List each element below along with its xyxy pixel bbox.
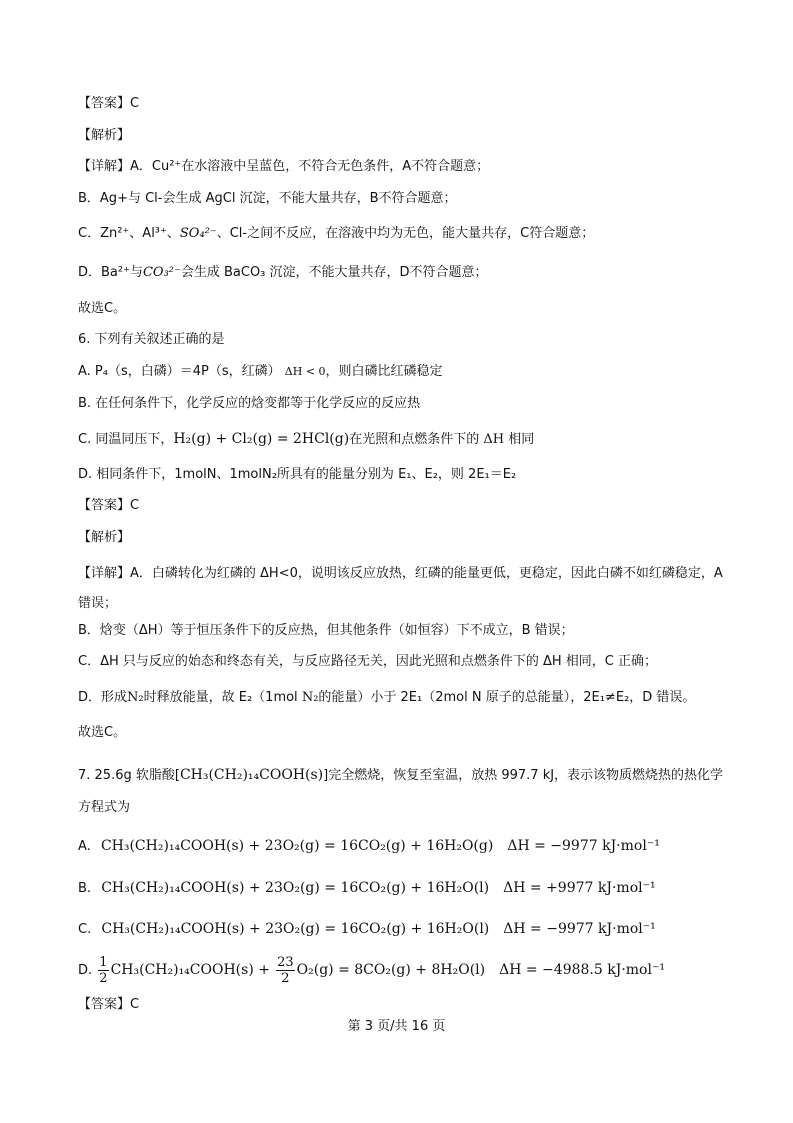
text: 7. 25.6g 软脂酸[ <box>78 768 180 783</box>
question-7-option-a <box>78 837 660 856</box>
equation-part: O₂(g) = 8CO₂(g) + 8H₂O(l) <box>296 962 486 978</box>
option-label: C. <box>78 922 92 937</box>
delta-h: ΔH <box>483 432 505 447</box>
text: D．Ba²⁺与 <box>78 265 143 280</box>
option-label: B. <box>78 881 92 896</box>
enthalpy: ΔH = −4988.5 kJ·mol⁻¹ <box>499 962 665 978</box>
text: 时释放能量，故 E₂（1mol <box>143 690 298 705</box>
denominator: 2 <box>99 971 108 986</box>
reaction-equation: H₂(g) + Cl₂(g) = 2HCl(g) <box>173 431 350 447</box>
text: C．Zn²⁺、Al³⁺、 <box>78 226 180 241</box>
equation: CH₃(CH₂)₁₄COOH(s) + 23O₂(g) = 16CO₂(g) + 16H₂O(l) <box>101 880 490 896</box>
text: A. P₄（s，白磷）＝4P（s，红磷） <box>78 364 281 379</box>
conclusion-6: 故选C。 <box>78 725 127 740</box>
analysis-6-d <box>78 689 695 707</box>
analysis-6-b: B．焓变（ΔH）等于恒压条件下的反应热，但其他条件（如恒容）下不成立，B 错误； <box>78 623 574 638</box>
page-footer: 第 3 页/共 16 页 <box>347 1019 446 1034</box>
question-6-stem: 6. 下列有关叙述正确的是 <box>78 332 225 347</box>
fraction-23-halves <box>276 955 295 986</box>
text: C. 同温同压下， <box>78 432 174 447</box>
nitrogen-molecule: N₂ <box>301 690 319 705</box>
text: 相同 <box>508 432 535 447</box>
text: 的能量）小于 2E₁（2mol N 原子的总能量），2E₁≠E₂，D 错误。 <box>318 690 696 705</box>
numerator: 1 <box>99 955 108 970</box>
sulfate-ion: SO₄²⁻ <box>179 226 217 241</box>
text: 会生成 BaCO₃ 沉淀，不能大量共存，D不符合题意； <box>180 265 488 280</box>
analysis-5-heading: 【解析】 <box>78 128 131 143</box>
analysis-5-b: B．Ag+与 Cl-会生成 AgCl 沉淀，不能大量共存，B不符合题意； <box>78 191 457 206</box>
enthalpy: ΔH = +9977 kJ·mol⁻¹ <box>503 880 656 896</box>
enthalpy: ΔH = −9977 kJ·mol⁻¹ <box>503 921 656 937</box>
conclusion-5: 故选C。 <box>78 301 127 316</box>
equation: CH₃(CH₂)₁₄COOH(s) + 23O₂(g) = 16CO₂(g) + 16H₂O(l) <box>101 921 490 937</box>
text: D．形成 <box>78 690 128 705</box>
fraction-half <box>98 955 108 986</box>
equation-part: CH₃(CH₂)₁₄COOH(s) + <box>110 962 270 978</box>
enthalpy-condition: ΔH < 0 <box>284 365 326 378</box>
option-label: D. <box>78 963 93 978</box>
question-6-option-b: B. 在任何条件下，化学反应的焓变都等于化学反应的反应热 <box>78 396 421 411</box>
enthalpy: ΔH = −9977 kJ·mol⁻¹ <box>507 838 660 854</box>
carbonate-ion: CO₃²⁻ <box>142 265 181 280</box>
question-7-option-d <box>78 955 665 986</box>
text: 在光照和点燃条件下的 <box>349 432 480 447</box>
analysis-5-a: 【详解】A．Cu²⁺在水溶液中呈蓝色，不符合无色条件，A不符合题意； <box>78 159 490 174</box>
analysis-5-d <box>78 264 488 282</box>
option-label: A. <box>78 839 91 854</box>
equation: CH₃(CH₂)₁₄COOH(s) + 23O₂(g) = 16CO₂(g) + 16H₂O(g) <box>100 838 494 854</box>
question-6-option-a <box>78 363 443 381</box>
numerator: 23 <box>277 955 294 970</box>
answer-6: 【答案】C <box>78 498 140 513</box>
text: 、Cl-之间不反应，在溶液中均为无色，能大量共存，C符合题意； <box>216 226 595 241</box>
question-6-option-d: D. 相同条件下，1molN、1molN₂所具有的能量分别为 E₁、E₂，则 2E₁＝E₂ <box>78 467 517 482</box>
analysis-6-heading: 【解析】 <box>78 530 131 545</box>
nitrogen-molecule: N₂ <box>127 690 144 705</box>
question-7-option-c <box>78 920 656 939</box>
question-6-option-c <box>78 430 534 449</box>
analysis-6-c: C．ΔH 只与反应的始态和终态有关，与反应路径无关，因此光照和点燃条件下的 ΔH 相同，C 正确； <box>78 654 658 669</box>
palmitic-acid-formula: CH₃(CH₂)₁₄COOH(s) <box>179 767 324 783</box>
analysis-6-a: 【详解】A．白磷转化为红磷的 ΔH<0，说明该反应放热，红磷的能量更低，更稳定，因此白磷不如红磷稳定，A 错误； <box>78 566 723 611</box>
denominator: 2 <box>281 971 290 986</box>
answer-5: 【答案】C <box>78 96 140 111</box>
text: ]完全燃烧，恢复至室温，放热 997.7 kJ，表示该物质燃烧热的热化学方程式为 <box>78 768 724 815</box>
analysis-5-c <box>78 225 594 243</box>
question-7-stem <box>78 759 724 824</box>
text: ，则白磷比红磷稳定 <box>325 364 443 379</box>
answer-7: 【答案】C <box>78 997 140 1012</box>
question-7-option-b <box>78 879 656 898</box>
